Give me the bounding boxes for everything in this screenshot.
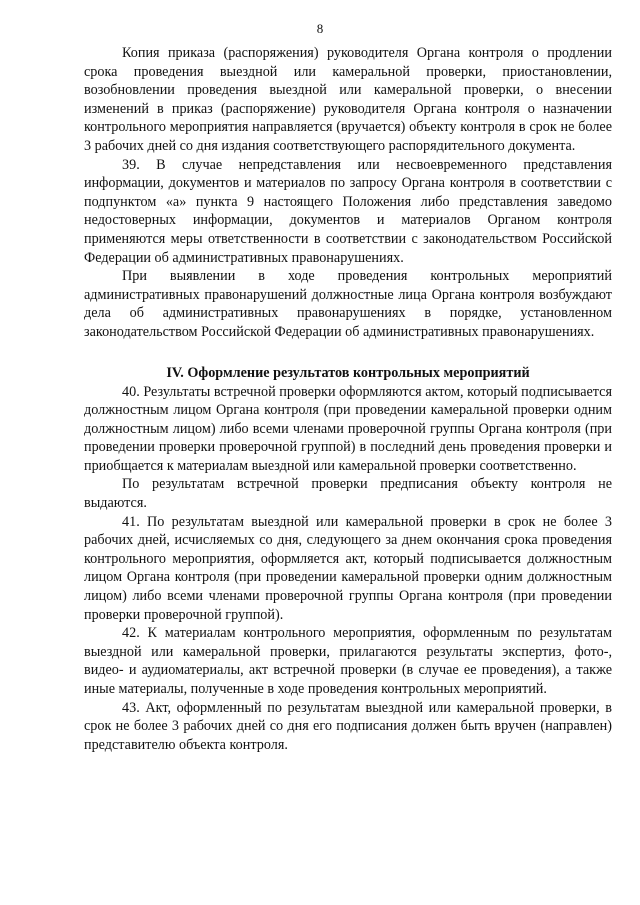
paragraph-43: 43. Акт, оформленный по результатам выездной или камеральной проверки, в срок не более 3 рабочих дней со дня его подписания должен быть вручен (направлен) представителю объекта контроля. (84, 699, 612, 753)
paragraph-41: 41. По результатам выездной или камеральной проверки в срок не более 3 рабочих дней, исчисляемых со дня, следующего за днем окончания срока проведения контрольного мероприятия, оформляется акт, который подписывается должностным лицом Органа контроля (при проведении камеральной проверки одним должностным лицом) либо всеми членами проверочной группы Органа контроля (при проведении проверки проверочной группой). (84, 513, 612, 623)
paragraph-violations: При выявлении в ходе проведения контрольных мероприятий административных правонарушений должностные лица Органа контроля возбуждают дела об административных правонарушениях в порядке, установленном законодательством Российской Федерации об административных правонарушениях. (84, 268, 612, 340)
paragraph-40: 40. Результаты встречной проверки оформляются актом, который подписывается должностным лицом Органа контроля (при проведении камеральной проверки одним должностным лицом) либо всеми членами проверочной группы Органа контроля (при проведении проверки проверочной группой) в последний день проведения проверки и приобщается к материалам выездной или камеральной проверки соответственно. (84, 383, 612, 474)
paragraph-39: 39. В случае непредставления или несвоевременного представления информации, документов и материалов по запросу Органа контроля в соответствии с подпунктом «а» пункта 9 настоящего Положения либо представления заведомо недостоверных информации, документов и материалов Органом контроля применяются меры ответственности в соответствии с законодательством Российской Федерации об административных правонарушениях. (84, 156, 612, 266)
document-body (84, 44, 612, 754)
paragraph-counter-check: По результатам встречной проверки предписания объекту контроля не выдаются. (84, 476, 612, 512)
section-heading: IV. Оформление результатов контрольных мероприятий (166, 364, 530, 381)
page-number: 8 (316, 21, 324, 36)
paragraph-42: 42. К материалам контрольного мероприятия, оформленным по результатам выездной или камеральной проверки, прилагаются результаты экспертиз, фото-, видео- и аудиоматериалы, акт встречной проверки (в случае ее проведения), а также иные материалы, полученные в ходе проведения контрольных мероприятий. (84, 625, 612, 697)
paragraph-copy-order: Копия приказа (распоряжения) руководителя Органа контроля о продлении срока проведения выездной или камеральной проверки, приостановлении, возобновлении проведения выездной или камеральной проверки, о внесении изменений в приказ (распоряжение) руководителя Органа контроля о назначении контрольного мероприятия направляется (вручается) объекту контроля в срок не более 3 рабочих дней со дня издания соответствующего распорядительного документа. (84, 45, 612, 154)
